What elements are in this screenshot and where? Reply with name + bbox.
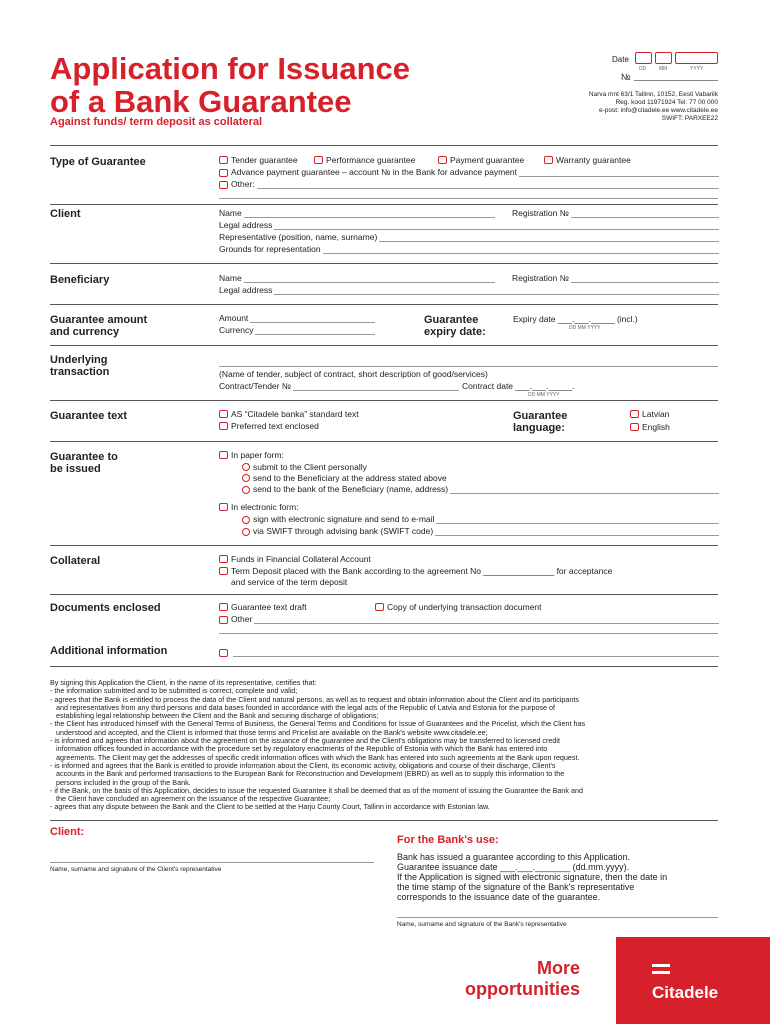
slogan	[430, 958, 580, 1000]
guarantee-draft-option[interactable]	[219, 602, 307, 612]
label-line: Guarantee amount	[50, 314, 148, 326]
amount-field[interactable]	[250, 315, 375, 323]
address-line: Narva mnt 63/1 Tallinn, 10152, Eesti Vabariik	[588, 91, 718, 98]
label-line: Guarantee to	[50, 451, 118, 463]
option-label: Guarantee text draft	[231, 602, 307, 612]
performance-guarantee-option[interactable]	[314, 155, 415, 165]
bank-signature-field[interactable]	[397, 917, 718, 918]
documents-enclosed-label: Documents enclosed	[50, 602, 161, 614]
date-month-hint: MM	[659, 66, 668, 72]
radio-icon	[242, 516, 250, 524]
blank-line	[219, 633, 718, 634]
option-label: via SWIFT through advising bank (SWIFT code)	[253, 526, 434, 536]
language-english-option[interactable]	[630, 422, 670, 432]
client-representative-field[interactable]	[379, 234, 719, 242]
client-signature-note: Name, surname and signature of the Client's representative	[50, 866, 222, 873]
bank-text-line: Guarantee issuance date ___.___._______ (dd.mm.yyyy).	[397, 862, 630, 872]
guarantee-language-label	[513, 410, 567, 434]
guarantee-amount-label	[50, 314, 147, 338]
label-line: be issued	[50, 463, 101, 475]
checkbox-icon	[219, 503, 228, 511]
field-label: Currency	[219, 325, 254, 335]
bank-address	[589, 91, 718, 123]
checkbox-icon	[219, 555, 228, 563]
terms-line: - is informed and agrees that information about the agreement on the issuance of the guarantee and the Client's obligations may be transferred to licensed credit	[50, 736, 560, 746]
currency-row	[219, 325, 375, 335]
terms-line: persons included in the group of the Bank.	[56, 777, 191, 787]
radio-icon	[242, 528, 250, 536]
term-deposit-continuation: and service of the term deposit	[231, 577, 348, 587]
terms-line: information offices founded in accordance with the procedure set by regulatory enactments of the Republic of Estonia with which the Bank has entered into	[56, 744, 548, 754]
additional-info-option[interactable]	[219, 649, 719, 657]
client-grounds-field[interactable]	[323, 246, 719, 254]
option-label: Other:	[231, 179, 255, 189]
client-signature-label: Client:	[50, 826, 85, 838]
section-divider	[50, 594, 718, 595]
other-document-field[interactable]	[254, 616, 719, 624]
section-divider	[50, 204, 718, 205]
option-label: Other	[231, 614, 253, 624]
advance-payment-option[interactable]	[219, 167, 719, 177]
beneficiary-registration-row	[512, 273, 719, 283]
section-divider	[50, 345, 718, 346]
number-field[interactable]	[634, 80, 718, 81]
option-label: Preferred text enclosed	[231, 421, 319, 431]
field-label: Grounds for representation	[219, 244, 321, 254]
paper-form-option[interactable]	[219, 450, 284, 460]
option-label: send to the Beneficiary at the address stated above	[253, 473, 447, 483]
option-label: submit to the Client personally	[253, 462, 367, 472]
electronic-form-option[interactable]	[219, 502, 299, 512]
page-title	[50, 52, 450, 118]
send-beneficiary-option[interactable]	[242, 473, 447, 483]
standard-text-option[interactable]	[219, 409, 359, 419]
bank-use-text	[397, 852, 727, 902]
client-name-row	[219, 208, 495, 218]
currency-field[interactable]	[255, 327, 375, 335]
client-address-row	[219, 220, 719, 230]
option-label: Funds in Financial Collateral Account	[231, 554, 371, 564]
bank-signature-note: Name, surname and signature of the Bank's representative	[397, 921, 567, 928]
contract-number-field[interactable]	[293, 383, 459, 391]
radio-icon	[242, 463, 250, 471]
checkbox-icon	[219, 410, 228, 418]
contract-date-hint: DD MM YYYY	[528, 392, 560, 398]
terms-line: - the information submitted and to be submitted is correct, complete and valid;	[50, 686, 298, 696]
option-label: In electronic form:	[231, 502, 299, 512]
guarantee-text-label: Guarantee text	[50, 410, 128, 422]
terms-line: establishing legal relationship between the Client and the Bank and securing discharge of obligations;	[56, 711, 379, 721]
option-label: Performance guarantee	[326, 155, 416, 165]
client-label: Client	[50, 208, 81, 220]
field-label: Representative (position, name, surname)	[219, 232, 378, 242]
date-day-hint: DD	[639, 66, 647, 72]
terms-line: By signing this Application the Client, in the name of its representative, certifies that:	[50, 678, 317, 687]
number-label: №	[621, 72, 631, 82]
transaction-description-field[interactable]	[219, 366, 718, 367]
checkbox-icon	[219, 616, 228, 624]
date-month-field[interactable]	[655, 52, 672, 64]
address-line: SWIFT: PARXEE22	[661, 115, 718, 122]
slogan-line: opportunities	[465, 979, 580, 999]
date-label: Date	[612, 55, 629, 64]
expiry-date-hint: DD MM YYYY	[569, 325, 601, 331]
section-divider	[50, 145, 718, 146]
option-label: In paper form:	[231, 450, 284, 460]
additional-information-label: Additional information	[50, 645, 168, 657]
beneficiary-bank-field[interactable]	[450, 486, 719, 494]
bank-text-line: Bank has issued a guarantee according to this Application.	[397, 852, 631, 862]
section-divider	[50, 666, 718, 667]
expiry-date-label	[424, 314, 486, 338]
client-representative-row	[219, 232, 719, 242]
submit-client-option[interactable]	[242, 462, 367, 472]
page-subtitle: Against funds/ term deposit as collateral	[50, 116, 263, 128]
other-guarantee-field[interactable]	[257, 181, 719, 189]
contract-number-row	[219, 381, 459, 391]
terms-line: - agrees that any dispute between the Bank and the Client to be settled at the Harju County Court, Tallinn in accordance with Estonian law.	[50, 802, 490, 812]
checkbox-icon	[219, 567, 228, 575]
beneficiary-address-row	[219, 285, 719, 295]
field-label: Contract/Tender №	[219, 381, 291, 391]
preferred-text-option[interactable]	[219, 421, 319, 431]
option-label: Warranty guarantee	[556, 155, 631, 165]
label-line: and currency	[50, 326, 120, 338]
expiry-date-field[interactable]: Expiry date ___.___._____ (incl.)	[513, 314, 638, 324]
option-label: Advance payment guarantee – account № in the Bank for advance payment	[231, 167, 518, 177]
checkbox-icon	[219, 181, 228, 189]
client-registration-field[interactable]	[571, 210, 719, 218]
logo-bars-icon	[652, 964, 670, 978]
checkbox-icon	[219, 451, 228, 459]
field-label: Legal address	[219, 220, 273, 230]
slogan-line: More	[536, 958, 580, 978]
other-guarantee-option[interactable]	[219, 179, 719, 189]
email-field[interactable]	[436, 516, 719, 524]
label-line: Guarantee	[424, 314, 479, 326]
language-latvian-option[interactable]	[630, 409, 669, 419]
option-label: send to the bank of the Beneficiary (name, address)	[253, 484, 449, 494]
client-registration-row	[512, 208, 719, 218]
checkbox-icon	[219, 649, 228, 657]
type-of-guarantee-label: Type of Guarantee	[50, 156, 146, 168]
terms-text	[50, 679, 720, 812]
option-label: Payment guarantee	[450, 155, 525, 165]
beneficiary-name-field[interactable]	[244, 275, 495, 283]
checkbox-icon	[630, 423, 639, 431]
checkbox-icon	[219, 603, 228, 611]
label-line: Underlying	[50, 354, 108, 366]
section-divider	[50, 304, 718, 305]
option-label: Tender guarantee	[231, 155, 298, 165]
field-label: Legal address	[219, 285, 273, 295]
beneficiary-registration-field[interactable]	[571, 275, 719, 283]
title-line-1: Application for Issuance	[50, 51, 411, 86]
section-divider	[50, 263, 718, 264]
radio-icon	[242, 474, 250, 482]
date-year-field[interactable]	[675, 52, 718, 64]
label-line: language:	[513, 422, 565, 434]
transaction-copy-option[interactable]	[375, 602, 542, 612]
warranty-guarantee-option[interactable]	[544, 155, 631, 165]
checkbox-icon	[375, 603, 384, 611]
financial-collateral-option[interactable]	[219, 554, 371, 564]
field-label: Registration №	[512, 208, 569, 218]
contract-date-field[interactable]: Contract date ___.___._____.	[462, 381, 575, 391]
terms-line: - if the Bank, on the basis of this Application, decides to issue the requested Guarantee it shall be deemed that as of the moment of issuing the Guarantee the Bank and	[50, 785, 584, 795]
checkbox-icon	[219, 156, 228, 164]
terms-line: - agrees that the Bank is entitled to process the data of the Client and natural persons, as well as to request and obtain information about the Client and its participants	[50, 694, 579, 704]
client-signature-field[interactable]	[50, 862, 374, 863]
option-label: sign with electronic signature and send to e-mail	[253, 514, 435, 524]
tender-guarantee-option[interactable]	[219, 155, 298, 165]
terms-line: - is informed and agrees that the Bank is entitled to provide information about the Client, its economic activity, obligations and course of their discharge, Client's	[50, 760, 556, 770]
checkbox-icon	[544, 156, 553, 164]
underlying-transaction-label	[50, 354, 109, 378]
terms-line: agreements. The Client may get the addresses of specific credit information offices with which the Bank has entered into such agreements at the Bank upon request.	[56, 752, 580, 762]
citadele-logo	[616, 937, 770, 1024]
option-label: Term Deposit placed with the Bank according to the agreement No _______________ for acceptance	[231, 566, 613, 576]
checkbox-icon	[219, 422, 228, 430]
bank-text-line: the time stamp of the signature of the Bank's representative	[397, 882, 635, 892]
beneficiary-address-field[interactable]	[274, 287, 719, 295]
swift-option[interactable]	[242, 526, 719, 536]
logo-text: Citadele	[652, 983, 719, 1002]
payment-guarantee-option[interactable]	[438, 155, 524, 165]
send-beneficiary-bank-option[interactable]	[242, 484, 719, 494]
client-name-field[interactable]	[244, 210, 495, 218]
section-divider	[50, 441, 718, 442]
swift-code-field[interactable]	[435, 528, 719, 536]
terms-line: understood and accepted, and the Client is informed that those terms and Pricelist are available on the Bank's website www.citadele.ee;	[56, 727, 488, 737]
blank-line	[219, 198, 718, 199]
other-document-option[interactable]	[219, 614, 719, 624]
radio-icon	[242, 486, 250, 494]
checkbox-icon	[314, 156, 323, 164]
advance-account-field[interactable]	[519, 169, 719, 177]
field-label: Registration №	[512, 273, 569, 283]
date-day-field[interactable]	[635, 52, 652, 64]
transaction-note: (Name of tender, subject of contract, short description of good/services)	[219, 369, 488, 379]
guarantee-issued-label	[50, 451, 118, 475]
date-year-hint: YYYY	[690, 66, 704, 72]
terms-line: the Client have concluded an agreement on the issuance of the respective Guarantee;	[56, 794, 331, 804]
client-grounds-row	[219, 244, 719, 254]
section-divider	[50, 545, 718, 546]
terms-line: and representatives from any third persons and data bases founded in accordance with the legal acts of the Republic of Latvia and Estonia for the purpose of	[56, 702, 556, 712]
address-line: Reg. kood 11971924 Tel: 77 00 000	[615, 99, 718, 106]
terms-line: accounts in the Bank and performed transactions to the European Bank for Reconstruction and Development (EBRD) as well as to supply this information to the	[56, 769, 565, 779]
amount-row	[219, 313, 375, 323]
beneficiary-label: Beneficiary	[50, 274, 110, 286]
field-label: Name	[219, 273, 242, 283]
bank-text-line: If the Application is signed with electronic signature, then the date in	[397, 872, 668, 882]
address-line: e-post: info@citadele.ee www.citadele.ee	[599, 107, 718, 114]
client-address-field[interactable]	[274, 222, 719, 230]
label-line: expiry date:	[424, 326, 486, 338]
field-label: Amount	[219, 313, 249, 323]
title-line-2: of a Bank Guarantee	[50, 84, 352, 119]
checkbox-icon	[219, 169, 228, 177]
additional-info-field[interactable]	[233, 649, 719, 657]
section-divider	[50, 400, 718, 401]
beneficiary-name-row	[219, 273, 495, 283]
bank-text-line: corresponds to the issuance date of the guarantee.	[397, 892, 601, 902]
term-deposit-option[interactable]	[219, 566, 612, 576]
terms-line: - the Client has introduced himself with the General Terms of Business, the General Terms and Conditions for Issue of Guarantees and the Pricelist, which the Client has	[50, 719, 586, 729]
bank-use-label: For the Bank's use:	[397, 834, 499, 846]
option-label: Latvian	[642, 409, 670, 419]
label-line: transaction	[50, 366, 110, 378]
electronic-email-option[interactable]	[242, 514, 719, 524]
field-label: Name	[219, 208, 242, 218]
option-label: Copy of underlying transaction document	[387, 602, 542, 612]
checkbox-icon	[630, 410, 639, 418]
option-label: English	[642, 422, 670, 432]
option-label: AS “Citadele banka” standard text	[231, 409, 359, 419]
checkbox-icon	[438, 156, 447, 164]
collateral-label: Collateral	[50, 555, 101, 567]
section-divider	[50, 820, 718, 821]
label-line: Guarantee	[513, 410, 568, 422]
